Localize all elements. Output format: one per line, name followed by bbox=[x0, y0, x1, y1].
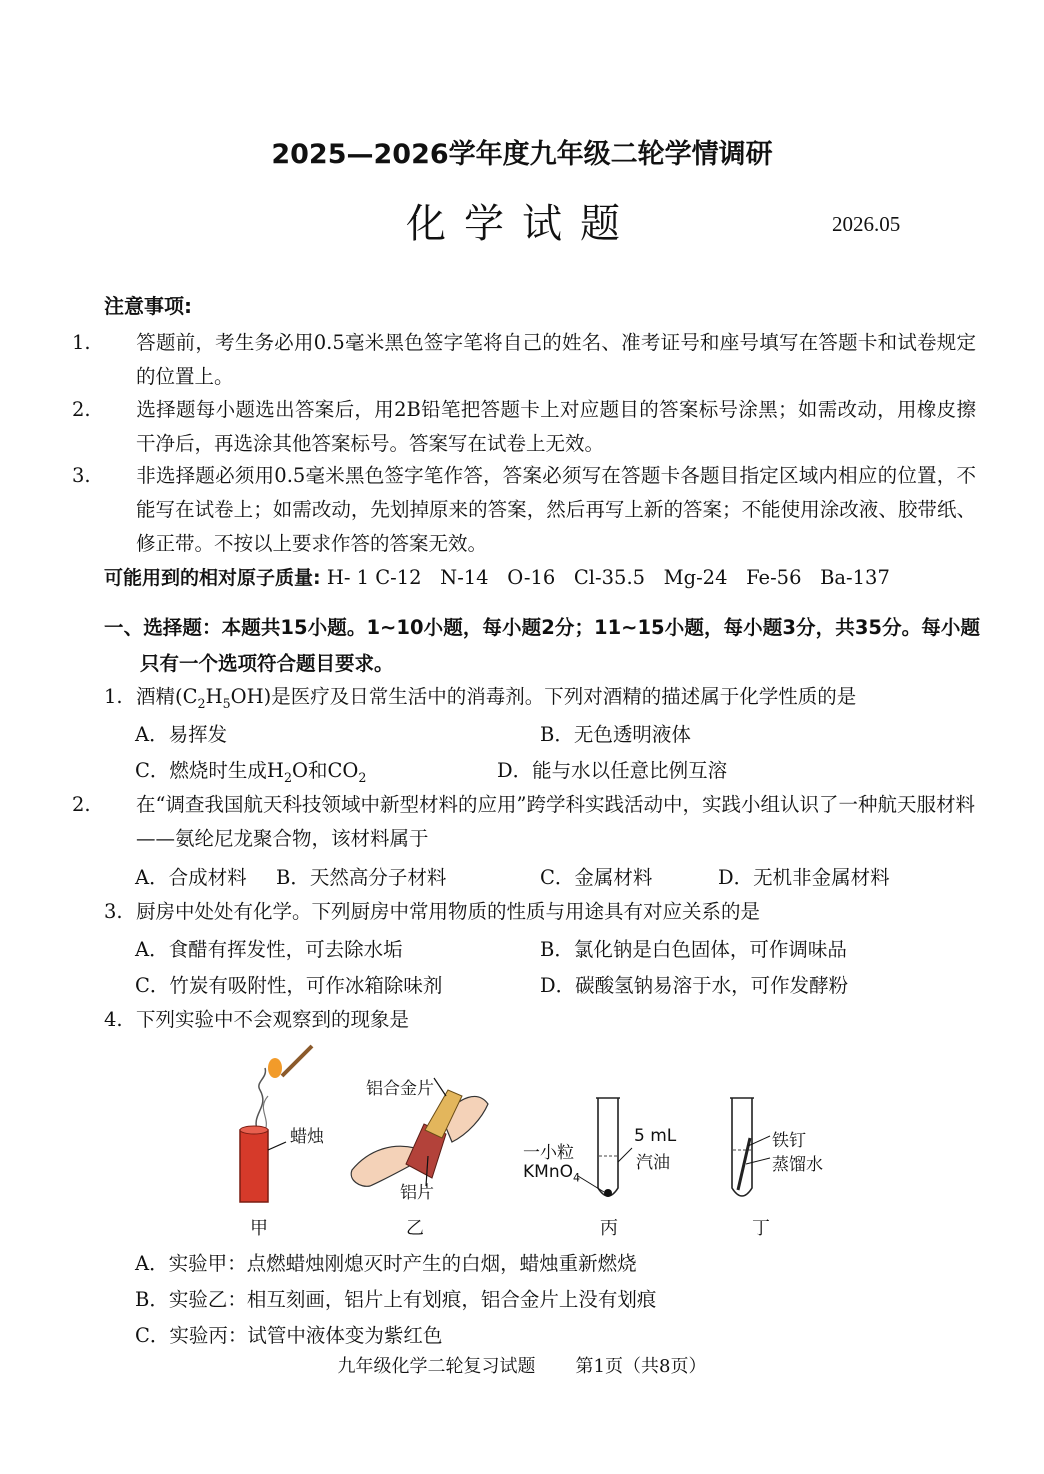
exam-date: 2026.05 bbox=[832, 212, 901, 236]
exam-title: 2025—2026学年度九年级二轮学情调研 bbox=[271, 139, 773, 170]
pointer-line bbox=[746, 1158, 770, 1164]
footer-page-number: 第1页（共8页） bbox=[575, 1356, 707, 1377]
question-number: 2. bbox=[72, 793, 91, 816]
notes-heading: 注意事项: bbox=[104, 294, 192, 318]
atomic-masses-values: H- 1 C-12 N-14 O-16 Cl-35.5 Mg-24 Fe-56 Ba-137 bbox=[326, 566, 890, 589]
note-item-2 bbox=[72, 393, 976, 461]
note-text: 非选择题必须用0.5毫米黑色签字笔作答，答案必须写在答题卡各题目指定区域内相应的位置，不能写在试卷上；如需改动，先划掉原来的答案，然后再写上新的答案；不能使用涂改液、胶带纸、修正带。不按以上要求作答的答案无效。 bbox=[136, 464, 976, 555]
question-1-stem bbox=[104, 680, 944, 721]
label-gasoline: 汽油 bbox=[636, 1153, 670, 1173]
q2-option-d: D．无机非金属材料 bbox=[718, 866, 890, 889]
candle-top bbox=[240, 1126, 268, 1134]
caption-yi: 乙 bbox=[406, 1218, 424, 1239]
subscript: 2 bbox=[197, 695, 206, 711]
note-number: 1. bbox=[72, 331, 91, 354]
atomic-masses bbox=[104, 563, 944, 590]
q1-option-c bbox=[135, 755, 366, 785]
q2-option-c: C．金属材料 bbox=[540, 866, 653, 889]
subject-title: 化学试题 bbox=[406, 201, 638, 247]
label-nail: 铁钉 bbox=[772, 1131, 806, 1151]
stem-text: 在“调查我国航天科技领域中新型材料的应用”跨学科实践活动中，实践小组认识了一种航天服材料——氨纶尼龙聚合物，该材料属于 bbox=[136, 793, 975, 850]
question-3-stem bbox=[104, 895, 944, 929]
question-2-stem bbox=[72, 788, 976, 856]
stem-text: 下列实验中不会观察到的现象是 bbox=[136, 1008, 410, 1031]
stem-text: 酒精(C bbox=[136, 685, 198, 708]
note-text: 答题前，考生务必用0.5毫米黑色签字笔将自己的姓名、准考证号和座号填写在答题卡和试卷规定的位置上。 bbox=[136, 331, 976, 388]
pointer-line bbox=[268, 1142, 286, 1150]
q2-option-a: A．合成材料 bbox=[135, 866, 247, 889]
label-aluminum: 铝片 bbox=[400, 1183, 434, 1203]
question-number: 1. bbox=[104, 685, 123, 708]
match-stick bbox=[282, 1046, 312, 1076]
label-alloy: 铝合金片 bbox=[366, 1079, 434, 1099]
question-4-stem bbox=[104, 1003, 944, 1037]
q1-option-d: D．能与水以任意比例互溶 bbox=[497, 759, 728, 782]
q3-option-c: C．竹炭有吸附性，可作冰箱除味剂 bbox=[135, 974, 443, 997]
test-tube bbox=[598, 1098, 618, 1196]
note-item-1 bbox=[72, 326, 976, 394]
match-flame bbox=[268, 1058, 282, 1078]
section-heading: 一、选择题：本题共15小题。1~10小题，每小题2分；11~15小题，每小题3分，共35分。每小题只有一个选项符合题目要求。 bbox=[104, 616, 980, 675]
label-water: 蒸馏水 bbox=[772, 1155, 823, 1175]
q1-option-b: B．无色透明液体 bbox=[540, 723, 691, 746]
caption-bing: 丙 bbox=[600, 1218, 618, 1239]
caption-jia: 甲 bbox=[250, 1218, 268, 1239]
subscript: 2 bbox=[358, 769, 367, 785]
label-kmno4-amount: 一小粒 bbox=[523, 1143, 574, 1163]
subscript: 4 bbox=[572, 1171, 581, 1185]
question-number: 3. bbox=[104, 900, 123, 923]
note-item-3 bbox=[72, 459, 976, 561]
q4-option-c: C．实验丙：试管中液体变为紫红色 bbox=[135, 1324, 443, 1347]
q4-option-a: A．实验甲：点燃蜡烛刚熄灭时产生的白烟，蜡烛重新燃烧 bbox=[135, 1252, 637, 1275]
experiment-figure bbox=[220, 1038, 840, 1248]
q3-option-a: A．食醋有挥发性，可去除水垢 bbox=[135, 938, 403, 961]
label-candle: 蜡烛 bbox=[290, 1127, 324, 1147]
q2-option-b: B．天然高分子材料 bbox=[276, 866, 447, 889]
stem-text: H bbox=[205, 685, 223, 708]
stem-text: OH)是医疗及日常生活中的消毒剂。下列对酒精的描述属于化学性质的是 bbox=[230, 685, 857, 708]
stem-text: 厨房中处处有化学。下列厨房中常用物质的性质与用途具有对应关系的是 bbox=[136, 900, 761, 923]
note-text: 选择题每小题选出答案后，用2B铅笔把答题卡上对应题目的答案标号涂黑；如需改动，用橡皮擦干净后，再选涂其他答案标号。答案写在试卷上无效。 bbox=[136, 398, 976, 455]
subscript: 2 bbox=[283, 769, 292, 785]
kmno4-test-tube bbox=[578, 1098, 632, 1197]
nail-test-tube bbox=[730, 1098, 770, 1196]
q3-option-b: B．氯化钠是白色固体，可作调味品 bbox=[540, 938, 847, 961]
label-gasoline-volume: 5 mL bbox=[634, 1126, 677, 1146]
note-number: 2. bbox=[72, 398, 91, 421]
option-text: O和CO bbox=[292, 759, 359, 782]
page-footer bbox=[0, 1352, 1044, 1378]
pointer-line bbox=[618, 1148, 632, 1162]
note-number: 3. bbox=[72, 464, 91, 487]
q3-option-d: D．碳酸氢钠易溶于水，可作发酵粉 bbox=[540, 974, 849, 997]
label-text: KMnO bbox=[523, 1162, 573, 1182]
smoke-trail bbox=[256, 1068, 265, 1133]
q1-option-a: A．易挥发 bbox=[135, 723, 228, 746]
candle-body bbox=[240, 1130, 268, 1202]
q4-option-b: B．实验乙：相互刻画，铝片上有划痕，铝合金片上没有划痕 bbox=[135, 1288, 657, 1311]
atomic-masses-label: 可能用到的相对原子质量: bbox=[104, 567, 321, 589]
caption-ding: 丁 bbox=[752, 1218, 770, 1239]
label-kmno4 bbox=[523, 1162, 580, 1184]
option-text: C．燃烧时生成H bbox=[135, 759, 284, 782]
question-number: 4. bbox=[104, 1008, 123, 1031]
subscript: 5 bbox=[222, 695, 231, 711]
footer-title: 九年级化学二轮复习试题 bbox=[337, 1356, 536, 1377]
pointer-line bbox=[578, 1176, 604, 1192]
kmno4-particle bbox=[604, 1189, 612, 1197]
pointer-line bbox=[434, 1078, 446, 1096]
